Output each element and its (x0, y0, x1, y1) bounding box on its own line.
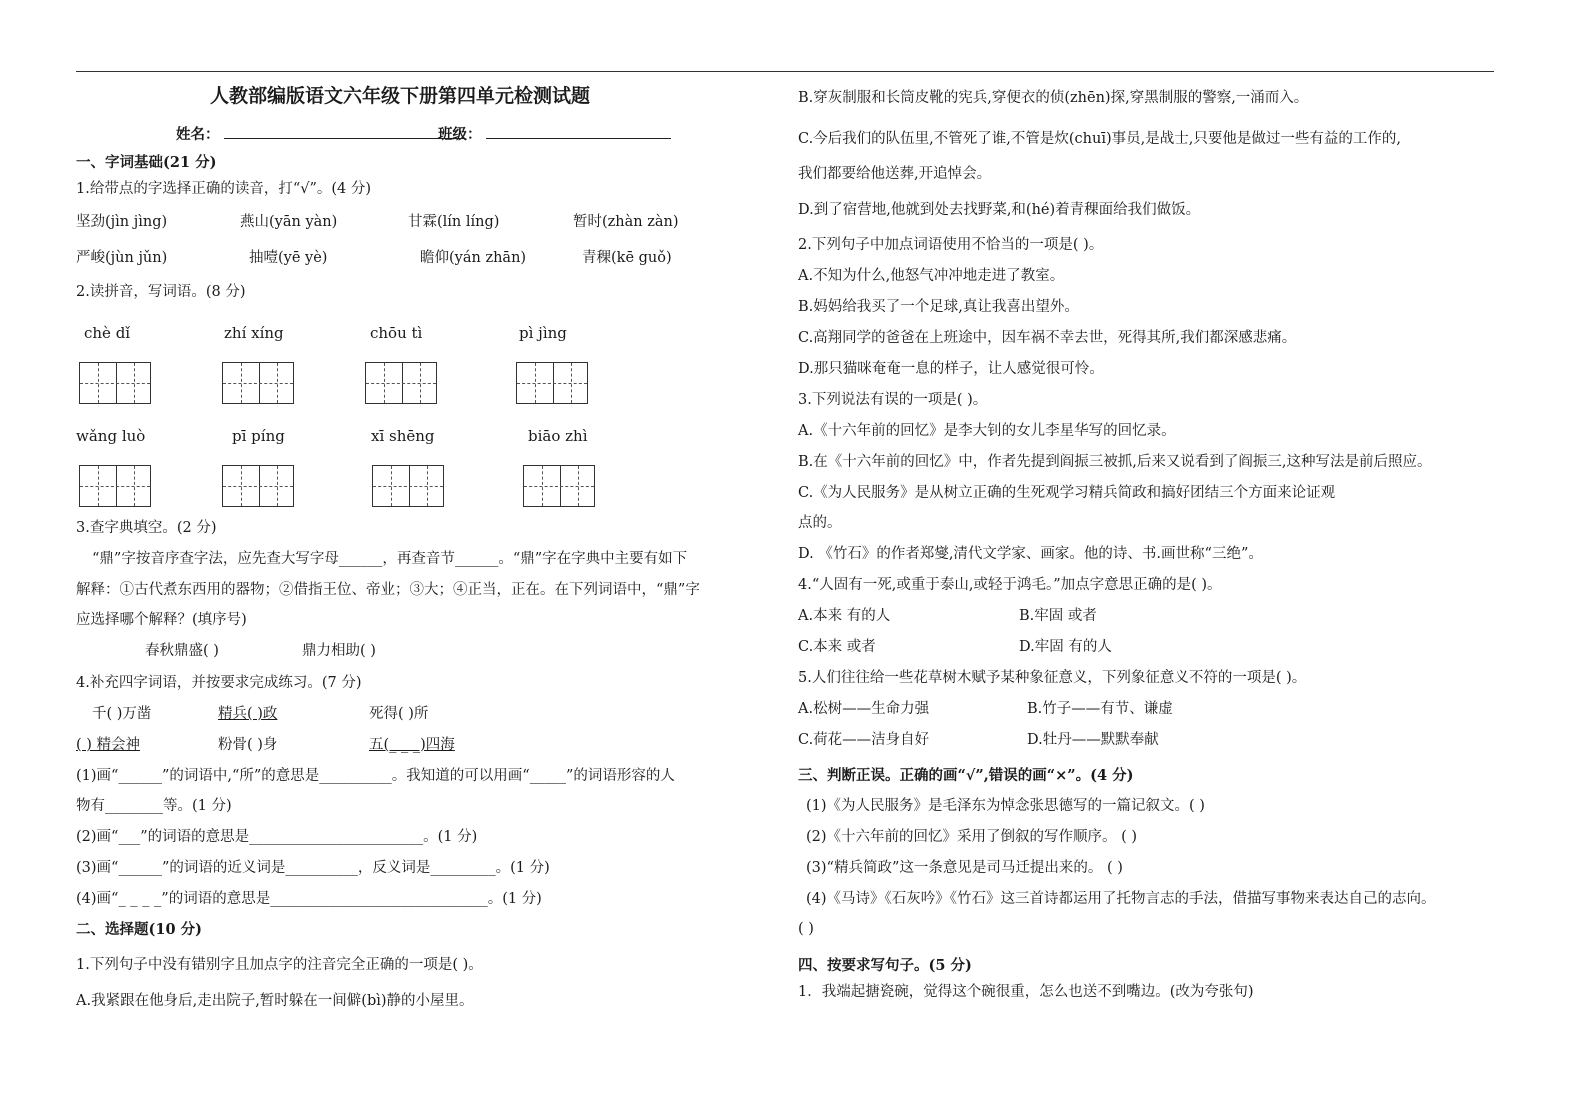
writing-grid[interactable] (79, 362, 151, 404)
choice-option[interactable]: D.那只猫咪奄奄一息的样子，让人感觉很可怜。 (798, 361, 1104, 377)
q1-item[interactable]: 甘霖(lín líng) (408, 214, 500, 230)
q4-sub-2[interactable]: (2)画“___”的词语的意思是________________________。(1 分) (76, 829, 478, 845)
writing-grid[interactable] (79, 465, 151, 507)
judgement-item[interactable]: (3)“精兵简政”这一条意见是司马迁提出来的。 ( ) (806, 860, 1123, 876)
q4-sub-1[interactable]: (1)画“______”的词语中,“所”的意思是__________。我知道的可以用画“_____”的词语形容的人 (76, 768, 675, 784)
page-title: 人教部编版语文六年级下册第四单元检测试题 (210, 85, 591, 107)
pinyin-label: pì jìng (519, 324, 567, 342)
q1-item[interactable]: 抽噎(yē yè) (249, 250, 328, 266)
idiom-blank[interactable]: 死得( )所 (369, 706, 429, 722)
choice-option: 我们都要给他送葬,开追悼会。 (798, 166, 992, 182)
pinyin-label: zhí xíng (224, 324, 284, 342)
q3-text: 应选择哪个解释？(填序号) (76, 612, 247, 628)
section-2-heading: 二、选择题(10 分) (76, 921, 202, 938)
class-field[interactable] (486, 123, 671, 139)
q1-prompt: 1.给带点的字选择正确的读音，打“√”。(4 分) (76, 181, 372, 197)
choice-option[interactable]: B.竹子——有节、谦虚 (1027, 701, 1173, 717)
pinyin-label: xī shēng (371, 427, 435, 445)
choice-option: 点的。 (798, 515, 842, 531)
q4-sub-3[interactable]: (3)画“______”的词语的近义词是__________，反义词是_________。(1 分) (76, 860, 550, 876)
q3-blank[interactable]: 春秋鼎盛( ) (145, 643, 219, 659)
pinyin-label: biāo zhì (528, 427, 588, 445)
choice-option[interactable]: C.《为人民服务》是从树立正确的生死观学习精兵简政和搞好团结三个方面来论证观 (798, 485, 1336, 501)
choice-option[interactable]: C.荷花——洁身自好 (798, 732, 930, 748)
choice-question: 5.人们往往给一些花草树木赋予某种象征意义，下列象征意义不符的一项是( )。 (798, 670, 1307, 686)
section-1-heading: 一、字词基础(21 分) (76, 154, 217, 171)
idiom-blank[interactable]: 粉骨( )身 (218, 737, 278, 753)
top-rule (76, 71, 1494, 72)
q1-item[interactable]: 严峻(jùn jǔn) (76, 250, 168, 266)
pinyin-label: pī píng (232, 427, 285, 445)
q1-item[interactable]: 瞻仰(yán zhān) (420, 250, 527, 266)
choice-option[interactable]: D.牢固 有的人 (1019, 639, 1112, 655)
choice-question: 2.下列句子中加点词语使用不恰当的一项是( )。 (798, 237, 1104, 253)
idiom-blank[interactable]: 五(_ _ _)四海 (369, 737, 455, 753)
choice-option[interactable]: C.今后我们的队伍里,不管死了谁,不管是炊(chuī)事员,是战士,只要他是做过一些有益的工作的, (798, 131, 1401, 147)
name-field[interactable] (224, 123, 464, 139)
name-label: 姓名： (176, 123, 464, 145)
pinyin-label: chè dǐ (84, 324, 131, 342)
q3-text: 解释：①古代煮东西用的器物；②借指王位、帝业；③大；④正当，正在。在下列词语中，“鼎”字 (76, 582, 700, 598)
pinyin-label: chōu tì (370, 324, 423, 342)
writing-grid[interactable] (222, 362, 294, 404)
choice-option[interactable]: A.松树——生命力强 (798, 701, 930, 717)
choice-option[interactable]: B.穿灰制服和长筒皮靴的宪兵,穿便衣的侦(zhēn)探,穿黑制服的警察,一涌而入。 (798, 90, 1309, 106)
choice-option[interactable]: B.在《十六年前的回忆》中，作者先提到阎振三被抓,后来又说看到了阎振三,这种写法是前后照应。 (798, 454, 1432, 470)
class-label: 班级： (438, 123, 671, 145)
idiom-blank[interactable]: ( ) 精会神 (76, 737, 141, 753)
choice-option[interactable]: D. 《竹石》的作者郑燮,清代文学家、画家。他的诗、书.画世称“三绝”。 (798, 546, 1263, 562)
q1-item[interactable]: 坚劲(jìn jìng) (76, 214, 168, 230)
choice-option[interactable]: D.到了宿营地,他就到处去找野菜,和(hé)着青稞面给我们做饭。 (798, 202, 1201, 218)
judgement-blank[interactable]: ( ) (798, 921, 814, 937)
choice-question: 1.下列句子中没有错别字且加点字的注音完全正确的一项是( )。 (76, 957, 483, 973)
writing-grid[interactable] (222, 465, 294, 507)
choice-question: 3.下列说法有误的一项是( )。 (798, 392, 988, 408)
q4-prompt: 4.补充四字词语，并按要求完成练习。(7 分) (76, 675, 362, 691)
idiom-blank[interactable]: 千( )万凿 (92, 706, 152, 722)
choice-option[interactable]: C.高翔同学的爸爸在上班途中，因车祸不幸去世，死得其所,我们都深感悲痛。 (798, 330, 1297, 346)
choice-option[interactable]: C.本来 或者 (798, 639, 876, 655)
q4-sub-4[interactable]: (4)画“_ _ _ _”的词语的意思是______________________________。(1 分) (76, 891, 542, 907)
choice-option[interactable]: D.牡丹——默默奉献 (1027, 732, 1159, 748)
choice-option[interactable]: A.本来 有的人 (798, 608, 891, 624)
section-3-heading: 三、判断正误。正确的画“√”,错误的画“×”。(4 分) (798, 767, 1134, 784)
judgement-item[interactable]: (4)《马诗》《石灰吟》《竹石》这三首诗都运用了托物言志的手法，借描写事物来表达自己的志向。 (806, 891, 1436, 907)
q3-text: “鼎”字按音序查字法，应先查大写字母______，再查音节______。“鼎”字在字典中主要有如下 (92, 551, 688, 567)
judgement-item[interactable]: (2)《十六年前的回忆》采用了倒叙的写作顺序。 ( ) (806, 829, 1138, 845)
q1-item[interactable]: 暂时(zhàn zàn) (573, 214, 679, 230)
choice-option[interactable]: B.妈妈给我买了一个足球,真让我喜出望外。 (798, 299, 1079, 315)
pinyin-label: wǎng luò (76, 427, 146, 445)
q3-prompt: 3.查字典填空。(2 分) (76, 520, 217, 536)
q2-prompt: 2.读拼音，写词语。(8 分) (76, 284, 246, 300)
q3-blank[interactable]: 鼎力相助( ) (302, 643, 376, 659)
q1-item[interactable]: 燕山(yān yàn) (240, 214, 338, 230)
writing-grid[interactable] (372, 465, 444, 507)
choice-option[interactable]: A.不知为什么,他怒气冲冲地走进了教室。 (798, 268, 1065, 284)
rewrite-question: 1．我端起搪瓷碗，觉得这个碗很重，怎么也送不到嘴边。(改为夸张句) (798, 984, 1254, 1000)
writing-grid[interactable] (516, 362, 588, 404)
choice-option[interactable]: A.我紧跟在他身后,走出院子,暂时躲在一间僻(bì)静的小屋里。 (76, 993, 474, 1009)
q4-sub-1[interactable]: 物有________等。(1 分) (76, 798, 232, 814)
section-4-heading: 四、按要求写句子。(5 分) (798, 957, 972, 974)
judgement-item[interactable]: (1)《为人民服务》是毛泽东为悼念张思德写的一篇记叙文。( ) (806, 798, 1205, 814)
writing-grid[interactable] (365, 362, 437, 404)
choice-question: 4.“人固有一死,或重于泰山,或轻于鸿毛。”加点字意思正确的是( )。 (798, 577, 1222, 593)
q1-item[interactable]: 青稞(kē guǒ) (582, 250, 672, 266)
writing-grid[interactable] (523, 465, 595, 507)
choice-option[interactable]: A.《十六年前的回忆》是李大钊的女儿李星华写的回忆录。 (798, 423, 1176, 439)
idiom-blank[interactable]: 精兵( )政 (218, 706, 278, 722)
choice-option[interactable]: B.牢固 或者 (1019, 608, 1097, 624)
